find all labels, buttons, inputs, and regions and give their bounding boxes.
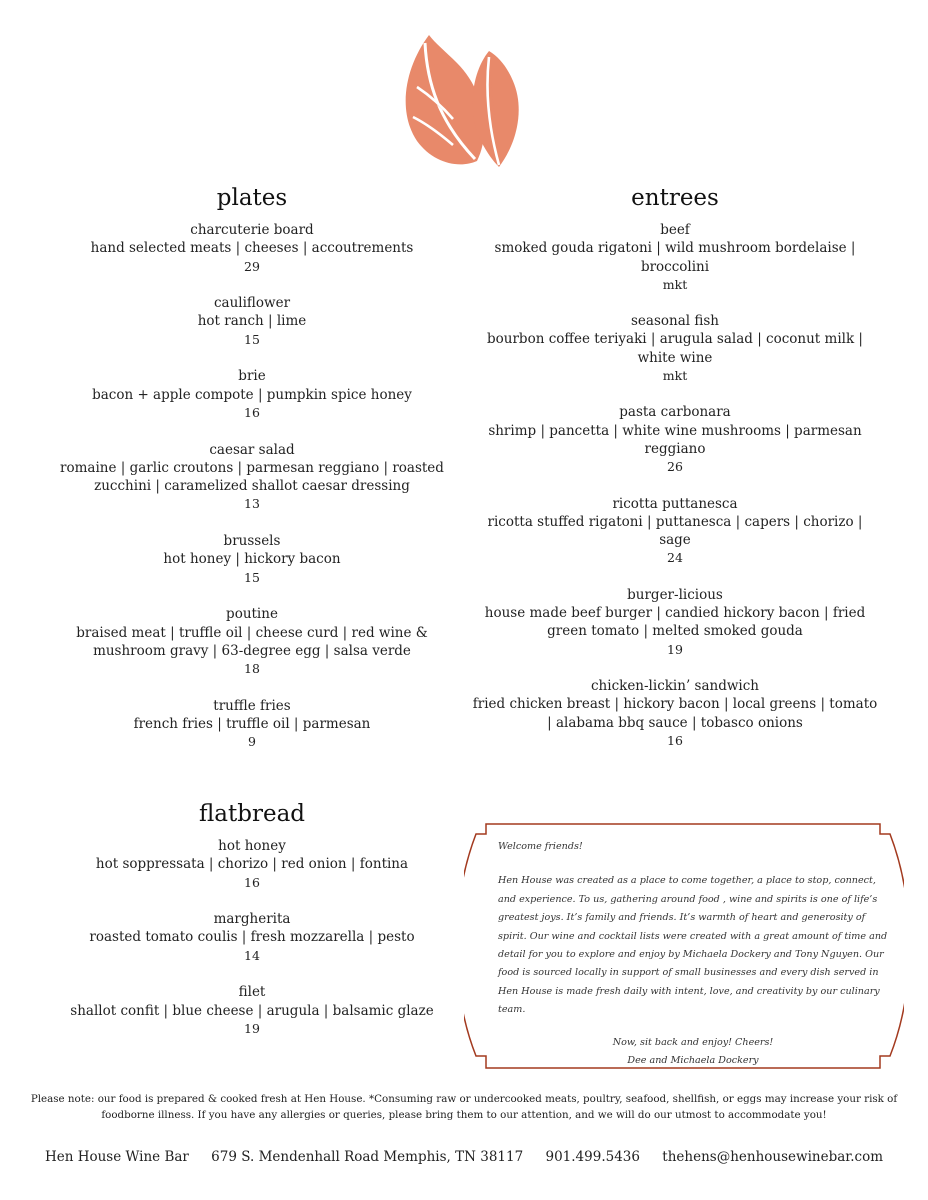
- item-description: ricotta stuffed rigatoni | puttanesca | capers | chorizo | sage: [487, 513, 863, 549]
- plates-section: [40, 183, 464, 770]
- welcome-greeting: Welcome friends!: [498, 841, 583, 852]
- flatbread-section: [40, 799, 464, 1057]
- item-description: hand selected meats | cheeses | accoutrements: [90, 240, 414, 257]
- feather-leaf-icon: [395, 33, 527, 169]
- entrees-section: [472, 183, 878, 768]
- item-price: 14: [244, 947, 260, 963]
- item-name: hot honey: [218, 838, 286, 854]
- footer-address: 679 S. Mendenhall Road Memphis, TN 38117: [211, 1149, 524, 1165]
- menu-item: [40, 837, 464, 892]
- item-price: 15: [244, 569, 260, 585]
- item-name: chicken-lickin’ sandwich: [591, 677, 759, 694]
- welcome-body: Hen House was created as a place to come together, a place to stop, connect, and experience. To us, gathering around food , wine and spirits is one of life’s greatest joys. It’s family and friends. It’s warmth of heart and generosity of spirit. Our wine and cocktail lists were created with a great amount of time and detail for you to explore and enjoy by Michaela Dockery and Tony Nguyen. Our food is sourced locally in support of small businesses and every dish served in Hen House is made fresh daily with intent, love, and creativity by our culinary team.: [498, 875, 888, 1016]
- item-name: truffle fries: [213, 697, 291, 714]
- welcome-signature: Dee and Michaela Dockery: [627, 1055, 759, 1067]
- item-price: 29: [244, 258, 260, 274]
- item-name: caesar salad: [209, 441, 295, 458]
- item-name: cauliflower: [213, 295, 291, 312]
- item-name: beef: [660, 222, 690, 238]
- item-price: 18: [244, 661, 260, 677]
- flatbread-title: flatbread: [198, 801, 306, 827]
- menu-item: [472, 312, 878, 385]
- item-price: 9: [248, 734, 256, 750]
- item-description: shallot confit | blue cheese | arugula | balsamic glaze: [70, 1002, 434, 1019]
- item-description: hot honey | hickory bacon: [163, 551, 341, 568]
- menu-item: [472, 586, 878, 659]
- menu-item: [40, 294, 464, 349]
- welcome-closing: Now, sit back and enjoy! Cheers!: [612, 1036, 774, 1048]
- menu-item: [472, 495, 878, 568]
- item-description: smoked gouda rigatoni | wild mushroom bordelaise | broccolini: [494, 240, 856, 275]
- welcome-note: [464, 822, 904, 1070]
- item-price: mkt: [662, 368, 688, 384]
- menu-item: [40, 221, 464, 276]
- menu-item: [40, 532, 464, 587]
- menu-item: [472, 677, 878, 750]
- item-price: 24: [667, 550, 683, 566]
- item-description: hot soppressata | chorizo | red onion | fontina: [95, 856, 409, 873]
- item-price: 13: [244, 496, 260, 512]
- item-name: pasta carbonara: [619, 404, 731, 421]
- item-price: 16: [244, 404, 260, 420]
- item-description: roasted tomato coulis | fresh mozzarella | pesto: [89, 929, 415, 946]
- item-name: brie: [238, 368, 266, 385]
- item-name: charcuterie board: [190, 222, 314, 238]
- item-name: filet: [238, 984, 266, 1001]
- footer-name: Hen House Wine Bar: [44, 1149, 189, 1165]
- item-price: 16: [667, 732, 683, 748]
- item-description: bourbon coffee teriyaki | arugula salad | coconut milk | white wine: [487, 331, 863, 366]
- item-price: 19: [244, 1020, 260, 1036]
- menu-item: [40, 367, 464, 422]
- allergy-note: Please note: our food is prepared & cooked fresh at Hen House. *Consuming raw or undercooked meats, poultry, seafood, shellfish, or eggs may increase your risk of foodborne illness. If you have any allergies or queries, please bring them to our attention, and we will do our utmost to accommodate you!: [30, 1093, 898, 1121]
- footer-email[interactable]: thehens@henhousewinebar.com: [662, 1149, 884, 1165]
- item-name: burger-licious: [627, 586, 723, 603]
- item-description: shrimp | pancetta | white wine mushrooms | parmesan reggiano: [488, 422, 862, 457]
- item-name: brussels: [223, 533, 281, 550]
- item-name: margherita: [213, 911, 291, 928]
- item-description: french fries | truffle oil | parmesan: [133, 716, 371, 733]
- menu-item: [40, 983, 464, 1038]
- item-name: ricotta puttanesca: [612, 495, 738, 512]
- footer: [0, 1149, 928, 1165]
- footer-phone: 901.499.5436: [545, 1149, 640, 1165]
- item-description: hot ranch | lime: [197, 313, 307, 330]
- item-price: 19: [667, 641, 683, 657]
- item-price: 15: [244, 331, 260, 347]
- menu-item: [40, 441, 464, 514]
- menu-item: [40, 605, 464, 678]
- item-description: house made beef burger | candied hickory bacon | fried green tomato | melted smoked gouda: [484, 605, 866, 640]
- entrees-title: entrees: [631, 185, 719, 211]
- item-name: seasonal fish: [630, 313, 719, 330]
- item-price: 26: [667, 459, 683, 475]
- item-price: mkt: [662, 276, 688, 292]
- plates-title: plates: [216, 185, 288, 211]
- menu-item: [40, 697, 464, 752]
- item-description: romaine | garlic croutons | parmesan reggiano | roasted zucchini | caramelized shallot caesar dressing: [60, 459, 444, 495]
- item-name: poutine: [226, 606, 278, 623]
- menu-item: [472, 221, 878, 294]
- menu-item: [472, 403, 878, 476]
- item-description: bacon + apple compote | pumpkin spice honey: [92, 386, 412, 403]
- item-description: braised meat | truffle oil | cheese curd | red wine & mushroom gravy | 63-degree egg | salsa verde: [76, 624, 428, 659]
- menu-item: [40, 910, 464, 965]
- item-price: 16: [244, 874, 260, 890]
- item-description: fried chicken breast | hickory bacon | local greens | tomato | alabama bbq sauce | tobasco onions: [472, 696, 878, 731]
